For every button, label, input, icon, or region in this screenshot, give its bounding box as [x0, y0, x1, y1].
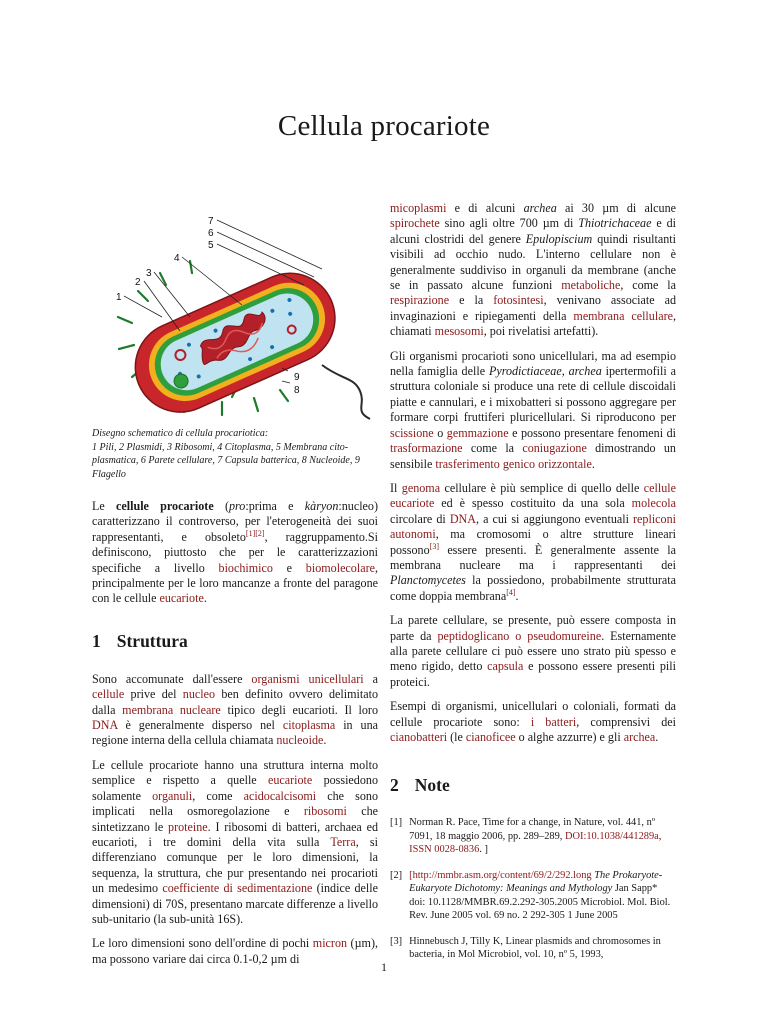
reference-item: [1] Norman R. Pace, Time for a change, in Nature, vol. 441, nº 7091, 18 maggio 2006, pp. 289–289, DOI:10.1038/441289a, ISSN 0028-0836. ] — [390, 817, 662, 856]
label-9: 9 — [294, 372, 300, 383]
struttura-paragraph-3: Le loro dimensioni sono dell'ordine di pochi micron (µm), ma possono variare dai circa 0.1-0,2 µm di — [92, 936, 378, 966]
page-number: 1 — [381, 960, 387, 974]
prokaryote-diagram-svg — [92, 205, 378, 425]
link-proteine[interactable]: proteine — [168, 819, 208, 834]
struttura-paragraph-2: Le cellule procariote hanno una struttura interna molto semplice e rispetto a quelle eucariote possiedono solamente organuli, come acidocalcisomi che sono implicati nella osmoregolazione e ribosomi che sintetizzano le proteine. I ribosomi di batteri, archaea ed eucarioti, i tre domini della vita sulla Terra, si differenziano comunque per le loro dimensioni, la sequenza, la struttura, che pur presentando nei procarioti un medesimo coefficiente di sedimentazione (indice delle dimensioni) di 70S, presentano marcate differenze a livello sub-unitario (la sub-unità 16S). — [92, 757, 378, 926]
caption-heading: Disegno schematico di cellula procariotica: — [92, 428, 269, 439]
citation-link[interactable]: [1][2] — [245, 528, 265, 538]
struttura-paragraph-1: Sono accomunate dall'essere organismi unicellulari a cellule prive del nucleo ben definito ovvero delimitato dalla membrana nucleare tipico degli eucarioti. Il loro DNA è generalmente disperso nel citoplasma in una regione interna della cellula chiamata nucleoide. — [92, 671, 379, 748]
link-cianoficee[interactable]: cianoficee — [465, 730, 516, 744]
label-6: 6 — [208, 228, 214, 239]
link-issn[interactable]: ISSN 0028-0836 — [409, 844, 480, 856]
link-respirazione[interactable]: respirazione — [390, 293, 450, 308]
right-paragraph-5: Esempi di organismi, unicellulari o coloniali, formati da cellule procariote sono: i batteri, comprensivi dei cianobatteri (le cianoficee o alghe azzurre) e gli archea. — [390, 699, 676, 744]
caption-items: 1 Pili, 2 Plasmidi, 3 Ribosomi, 4 Citoplasma, 5 Membrana cito-plasmatica, 6 Parete cellulare, 7 Capsula batterica, 8 Nucleoide, 9 Flagello — [92, 441, 360, 480]
link-organismi-unicellulari[interactable]: organismi unicellulari — [251, 671, 364, 686]
label-3: 3 — [146, 268, 152, 279]
link-terra[interactable]: Terra — [330, 834, 356, 849]
link-micron[interactable]: micron — [312, 936, 348, 951]
link-cellule-eucariote[interactable]: cellule eucariote — [390, 480, 676, 511]
link-membrana-nucleare[interactable]: membrana nucleare — [122, 702, 221, 717]
link-nucleoide[interactable]: nucleoide — [276, 733, 324, 748]
reference-item: [3] Hinnebusch J, Tilly K, Linear plasmids and chromosomes in bacteria, in Mol Microbiol, vol. 10, nº 5, 1993, — [390, 935, 661, 961]
link-citoplasma[interactable]: citoplasma — [282, 718, 336, 733]
link-acidocalcisomi[interactable]: acidocalcisomi — [243, 788, 317, 803]
label-7: 7 — [208, 216, 214, 227]
link-eucariote[interactable]: eucariote — [159, 591, 204, 606]
right-column — [390, 201, 676, 974]
link-biochimico[interactable]: biochimico — [218, 560, 273, 575]
references-list — [390, 816, 676, 962]
prokaryote-diagram — [92, 205, 378, 425]
right-paragraph-2: Gli organismi procarioti sono unicellulari, ma ad esempio nella famiglia delle Pyrodictiaceae, archea ipertermofili a struttura coloniale si produce una rete di cellule discoidali piatte e cannulari, e i mixobatteri si possono aggregare per formare corpi fruttiferi pluricellulari. Si riproducono per scissione o gemmazione e possono presentare fenomeni di trasformazione come la coniugazione dimostrando un sensibile trasferimento genico orizzontale. — [390, 348, 676, 471]
section-heading-note: 2 Note — [390, 775, 450, 796]
flagellum — [322, 365, 370, 419]
intro-paragraph: Le cellule procariote (pro:prima e kàryon:nucleo) caratterizzano il controverso, per l'eterogeneità dei suoi rappresentanti, e obsoleto[1][2], raggruppamento.Si definiscono, piuttosto che per le caratterizzazioni specifiche a livello biochimico e biomolecolare, principalmente per le loro mancanze a fronte del paragone con le cellule eucariote. — [92, 499, 379, 606]
link-dna[interactable]: DNA — [92, 718, 118, 733]
link-molecola[interactable]: molecola — [631, 496, 676, 511]
link-ribosomi[interactable]: ribosomi — [303, 804, 347, 819]
label-1: 1 — [116, 292, 122, 303]
label-2: 2 — [135, 277, 141, 288]
right-paragraph-1: micoplasmi e di alcuni archea ai 30 µm di alcune spirochete sino agli oltre 700 µm di Thiotrichaceae e di alcuni clostridi del genere Epulopiscium quindi risultanti visibili ad occhio nudo. L'interno cellulare non è generalmente suddiviso in organuli da membrane (anche se in passato alcune funzioni metaboliche, come la respirazione e la fotosintesi, venivano associate ad invaginazioni e ripiegamenti della membrana cellulare, chiamati mesosomi, poi rivelatisi artefatti). — [390, 201, 677, 339]
link-biomolecolare[interactable]: biomolecolare — [305, 560, 375, 575]
reference-item: [2] [http://mmbr.asm.org/content/69/2/292.long The Prokaryote-Eukaryote Dichotomy: Meanings and Mythology Jan Sapp* doi: 10.1128/MMBR.69.2.292-305.2005 Microbiol. Mol. Biol. Rev. June 2005 vol. 69 no. 2 292-305 1 June 2005 — [390, 869, 671, 922]
citation-link[interactable]: [4] — [506, 587, 516, 597]
link-batteri[interactable]: i batteri — [530, 714, 577, 729]
citation-link[interactable]: [3] — [429, 541, 439, 551]
link-trasferimento-genico[interactable]: trasferimento genico orizzontale — [435, 456, 592, 471]
right-paragraph-3: Il genoma cellulare è più semplice di quello delle cellule eucariote ed è spesso costituito da una sola molecola circolare di DNA, a cui si aggiungono eventuali repliconi autonomi, ma cromosomi o altre strutture lineari possono[3] essere presenti. È generalmente assente la membrana nucleare ma i rappresentanti dei Planctomycetes la possiedono, probabilmente strutturata come doppia membrana[4]. — [390, 480, 676, 603]
link-eucariote-2[interactable]: eucariote — [267, 773, 313, 788]
link-micoplasmi[interactable]: micoplasmi — [390, 201, 447, 215]
link-mmbr[interactable]: [http://mmbr.asm.org/content/69/2/292.long — [409, 869, 592, 881]
left-column — [92, 201, 378, 976]
link-membrana-cellulare[interactable]: membrana cellulare — [573, 308, 673, 323]
link-organuli[interactable]: organuli — [152, 788, 193, 803]
link-cellule[interactable]: cellule — [92, 687, 125, 702]
link-capsula[interactable]: capsula — [487, 659, 524, 674]
link-fotosintesi[interactable]: fotosintesi — [493, 293, 544, 308]
link-spirochete[interactable]: spirochete — [390, 216, 440, 231]
link-dna-2[interactable]: DNA — [449, 511, 477, 526]
link-coefficiente-sedimentazione[interactable]: coefficiente di sedimentazione — [162, 881, 313, 896]
link-peptidoglicano[interactable]: peptidoglicano o pseudomureine — [437, 628, 602, 643]
link-cianobatteri[interactable]: cianobatteri — [390, 730, 448, 744]
link-coniugazione[interactable]: coniugazione — [522, 441, 587, 456]
link-genoma[interactable]: genoma — [401, 480, 441, 495]
link-scissione[interactable]: scissione — [390, 425, 434, 440]
label-4: 4 — [174, 253, 180, 264]
page-title: Cellula procariote — [277, 110, 491, 142]
label-8: 8 — [294, 385, 300, 396]
label-5: 5 — [208, 240, 214, 251]
link-doi[interactable]: DOI:10.1038/441289a — [564, 830, 659, 842]
section-heading-struttura: 1 Struttura — [92, 630, 188, 651]
link-repliconi-autonomi[interactable]: repliconi autonomi — [390, 511, 676, 542]
link-trasformazione[interactable]: trasformazione — [390, 441, 463, 456]
link-mesosomi[interactable]: mesosomi — [434, 324, 484, 339]
link-metaboliche[interactable]: metaboliche — [561, 278, 621, 293]
right-paragraph-4: La parete cellulare, se presente, può essere composta in parte da peptidoglicano o pseudomureine. Esternamente alla parete cellulare ci può essere uno strato più spesso e meno rigido, detto capsula e possono essere presenti pili proteici. — [390, 613, 676, 689]
link-nucleo[interactable]: nucleo — [182, 687, 216, 702]
link-gemmazione[interactable]: gemmazione — [446, 425, 509, 440]
link-archea[interactable]: archea — [623, 730, 656, 744]
figure-caption — [92, 427, 378, 481]
